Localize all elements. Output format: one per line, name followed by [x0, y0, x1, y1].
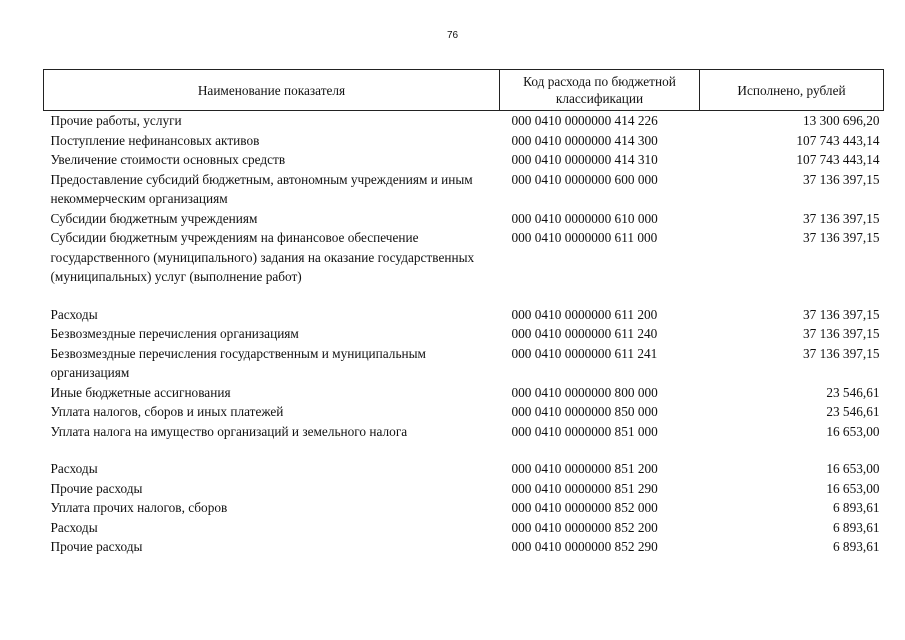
table-row — [44, 131, 884, 151]
row-code: 000 0410 0000000 414 310 — [511, 152, 658, 167]
row-code: 000 0410 0000000 800 000 — [511, 384, 658, 400]
table-row — [44, 305, 884, 325]
row-amount: 107 743 443,14 — [796, 132, 880, 148]
row-spacer — [44, 441, 884, 459]
row-amount: 6 893,61 — [832, 519, 880, 535]
table-row — [44, 498, 884, 518]
row-amount: 16 653,00 — [826, 480, 880, 496]
table-row — [44, 209, 884, 229]
row-code: 000 0410 0000000 611 240 — [511, 326, 658, 341]
table-row — [44, 324, 884, 344]
row-code: 000 0410 0000000 611 000 — [511, 230, 658, 245]
row-code: 000 0410 0000000 852 200 — [511, 519, 658, 535]
row-name: Безвозмездные перечисления государственным и муниципальным организациям — [50, 345, 426, 380]
row-amount: 16 653,00 — [826, 423, 880, 439]
table-row — [44, 537, 884, 557]
row-amount: 37 136 397,15 — [803, 171, 880, 187]
row-code: 000 0410 0000000 610 000 — [511, 210, 658, 226]
row-amount: 37 136 397,15 — [803, 326, 880, 341]
table-row — [44, 111, 884, 131]
row-amount: 6 893,61 — [832, 500, 880, 515]
table-row — [44, 459, 884, 479]
row-name: Расходы — [50, 306, 98, 322]
row-name: Субсидии бюджетным учреждениям на финансовое обеспечение государственного (муниципального) задания на оказание государственных (муниципальных) услуг (выполнение работ) — [50, 230, 475, 284]
table-header-row — [44, 70, 884, 111]
row-amount: 107 743 443,14 — [796, 152, 880, 167]
row-name: Поступление нефинансовых активов — [50, 132, 260, 148]
table-row — [44, 402, 884, 422]
row-name: Предоставление субсидий бюджетным, автономным учреждениям и иным некоммерческим организациям — [50, 171, 473, 206]
row-name: Расходы — [50, 461, 98, 476]
row-code: 000 0410 0000000 852 290 — [511, 539, 658, 554]
row-name: Расходы — [50, 519, 98, 535]
row-code: 000 0410 0000000 851 290 — [511, 480, 658, 496]
row-name: Безвозмездные перечисления организациям — [50, 326, 299, 341]
row-amount: 37 136 397,15 — [803, 230, 880, 245]
row-code: 000 0410 0000000 414 226 — [511, 113, 658, 128]
table-row — [44, 170, 884, 209]
row-code: 000 0410 0000000 852 000 — [511, 500, 658, 515]
header-expense-code: Код расхода по бюджетной классификации — [500, 70, 700, 111]
row-code: 000 0410 0000000 414 300 — [511, 132, 658, 148]
row-name: Прочие работы, услуги — [50, 113, 182, 128]
row-code: 000 0410 0000000 850 000 — [511, 404, 658, 419]
row-amount: 37 136 397,15 — [803, 306, 880, 322]
row-spacer — [44, 287, 884, 305]
row-name: Уплата налогов, сборов и иных платежей — [50, 404, 284, 419]
row-code: 000 0410 0000000 851 000 — [511, 423, 658, 439]
table-row — [44, 518, 884, 538]
row-amount: 23 546,61 — [826, 384, 880, 400]
header-indicator-name: Наименование показателя — [44, 70, 500, 111]
row-name: Прочие расходы — [50, 480, 143, 496]
table-row — [44, 150, 884, 170]
row-name: Иные бюджетные ассигнования — [50, 384, 231, 400]
row-amount: 13 300 696,20 — [803, 113, 880, 128]
row-amount: 37 136 397,15 — [803, 345, 880, 361]
row-amount: 6 893,61 — [832, 539, 880, 554]
row-name: Прочие расходы — [50, 539, 143, 554]
row-amount: 23 546,61 — [826, 404, 880, 419]
table-row — [44, 383, 884, 403]
budget-table — [43, 69, 884, 557]
row-code: 000 0410 0000000 611 241 — [511, 345, 658, 361]
row-name: Уплата прочих налогов, сборов — [50, 500, 228, 515]
table-row — [44, 228, 884, 287]
row-name: Субсидии бюджетным учреждениям — [50, 210, 258, 226]
page-number: 76 — [446, 30, 459, 41]
row-amount: 16 653,00 — [826, 461, 880, 476]
row-name: Уплата налога на имущество организаций и земельного налога — [50, 423, 408, 439]
row-code: 000 0410 0000000 600 000 — [511, 171, 658, 187]
row-name: Увеличение стоимости основных средств — [50, 152, 286, 167]
row-code: 000 0410 0000000 611 200 — [511, 306, 658, 322]
header-executed-amount: Исполнено, рублей — [700, 70, 884, 111]
table-row — [44, 479, 884, 499]
row-code: 000 0410 0000000 851 200 — [511, 461, 658, 476]
table-row — [44, 344, 884, 383]
row-amount: 37 136 397,15 — [803, 210, 880, 226]
table-row — [44, 422, 884, 442]
